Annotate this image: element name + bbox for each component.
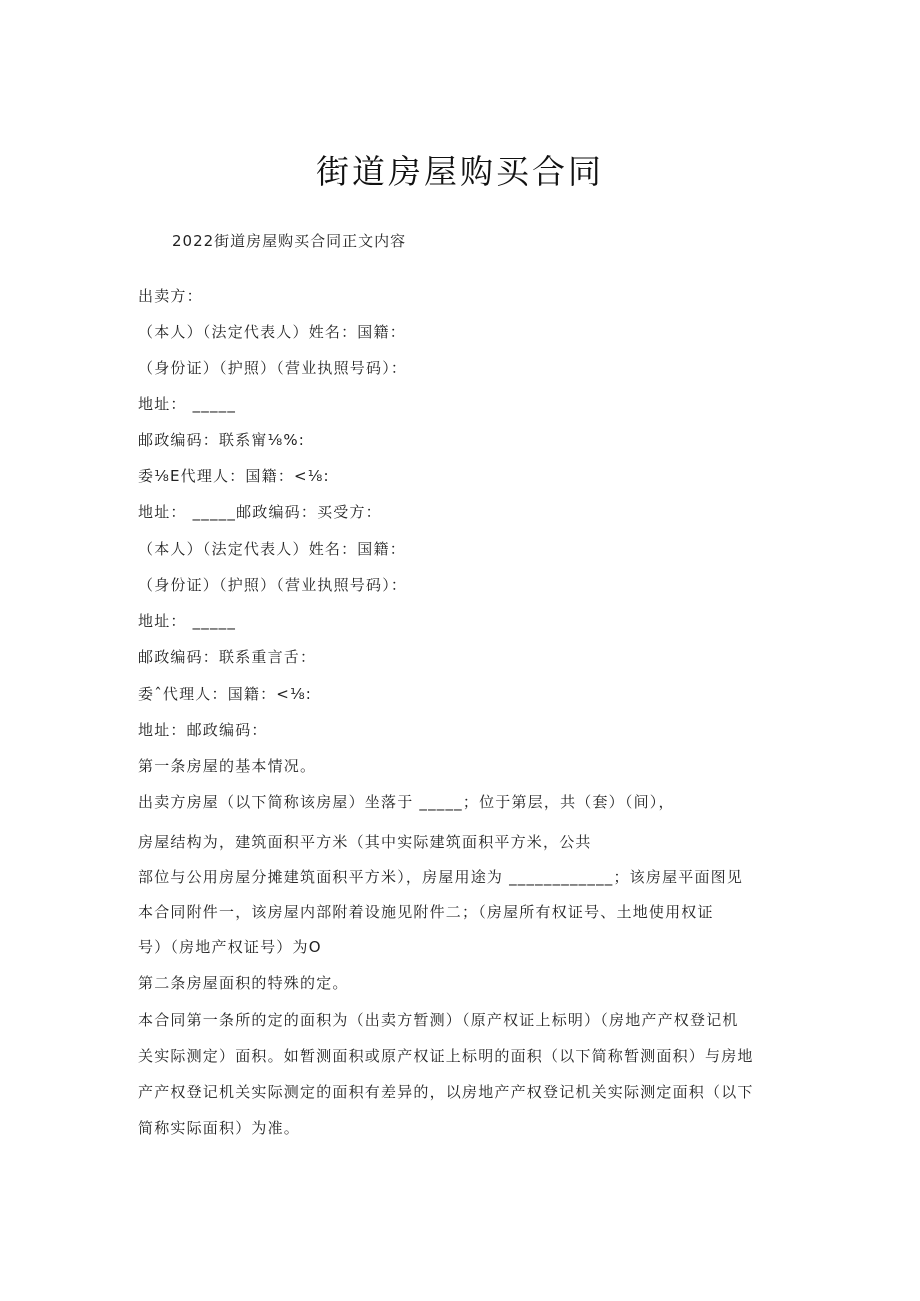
article-two-text-4: 简称实际面积）为准。 <box>138 1119 301 1137</box>
seller-name-line: （本人）（法定代表人）姓名：国籍： <box>138 323 406 341</box>
seller-postcode-line: 邮政编码：联系甯⅛%: <box>138 431 306 449</box>
buyer-agent-line: 委ˆ代理人：国籍：<⅛: <box>138 685 313 703</box>
article-two-text-3: 产产权登记机关实际测定的面积有差异的，以房地产产权登记机关实际测定面积（以下 <box>138 1083 754 1101</box>
seller-agent-line: 委⅛E代理人：国籍：<⅛: <box>138 467 330 485</box>
buyer-id-line: （身份证）（护照）（营业执照号码）： <box>138 576 408 594</box>
buyer-postcode-line: 邮政编码：联系重言舌： <box>138 648 317 666</box>
article-one-text-4: 本合同附件一，该房屋内部附着设施见附件二；（房屋所有权证号、土地使用权证 <box>138 903 714 921</box>
article-one-text-2: 房屋结构为，建筑面积平方米（其中实际建筑面积平方米，公共 <box>138 833 592 851</box>
seller-agent-address-line: 地址： _____邮政编码：买受方： <box>138 503 382 521</box>
seller-address-line: 地址： _____ <box>138 395 237 413</box>
article-one-text-1: 出卖方房屋（以下简称该房屋）坐落于 _____；位于第层，共（套）（间）， <box>138 793 675 811</box>
article-two-text-2: 关实际测定）面积。如暂测面积或原产权证上标明的面积（以下简称暂测面积）与房地 <box>138 1047 754 1065</box>
document-subtitle: 2022街道房屋购买合同正文内容 <box>172 232 407 250</box>
buyer-name-line: （本人）（法定代表人）姓名：国籍： <box>138 540 406 558</box>
document-title: 街道房屋购买合同 <box>316 152 604 191</box>
article-two-heading: 第二条房屋面积的特殊的定。 <box>138 974 349 992</box>
article-one-text-3: 部位与公用房屋分摊建筑面积平方米），房屋用途为 ____________；该房屋平面图见 <box>138 868 744 886</box>
buyer-address-line: 地址： _____ <box>138 612 237 630</box>
article-one-text-5: 号）（房地产权证号）为O <box>138 938 322 956</box>
seller-id-line: （身份证）（护照）（营业执照号码）： <box>138 359 408 377</box>
article-one-heading: 第一条房屋的基本情况。 <box>138 757 317 775</box>
article-two-text-1: 本合同第一条所的定的面积为（出卖方暂测）（原产权证上标明）（房地产产权登记机 <box>138 1011 739 1029</box>
seller-label: 出卖方： <box>138 287 203 305</box>
buyer-agent-address-line: 地址：邮政编码： <box>138 721 268 739</box>
